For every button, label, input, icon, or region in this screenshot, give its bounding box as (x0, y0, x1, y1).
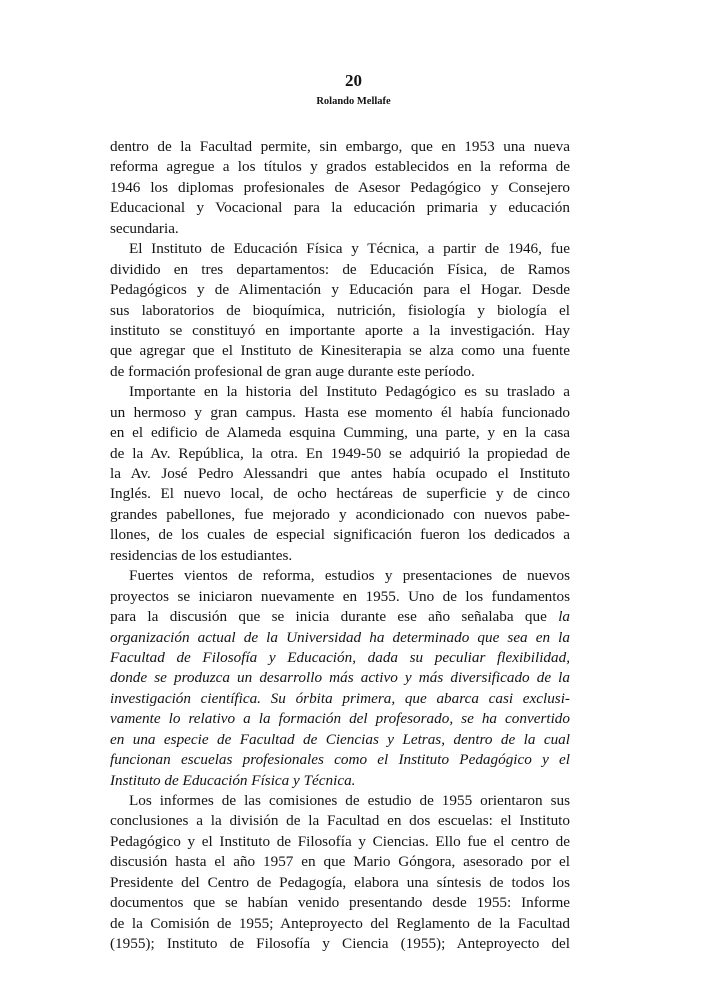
text-line: Fuertes vientos de reforma, estudios y presentaciones de nuevos (129, 567, 570, 585)
text-line: (1955); Instituto de Filosofía y Ciencia (1955); Anteproyecto del (110, 935, 570, 953)
text-line: sus laboratorios de bioquímica, nutrición, fisiología y biología el (110, 301, 570, 319)
text-line: documentos que se habían venido presentando desde 1955: Informe (110, 894, 570, 912)
text-line: que agregar que el Instituto de Kinesiterapia se alza como una fuente (110, 342, 570, 360)
text-line-italic: investigación científica. Su órbita primera, que abarca casi exclusi- (110, 689, 570, 707)
text-line: Educacional y Vocacional para la educación primaria y educación (110, 199, 570, 217)
text-line: Pedagógico y el Instituto de Filosofía y Ciencias. Ello fue el centro de (110, 832, 570, 850)
text-line: Inglés. El nuevo local, de ocho hectáreas de superficie y de cinco (110, 485, 570, 503)
page-number: 20 (345, 71, 362, 90)
text-line: proyectos se iniciaron nuevamente en 1955. Uno de los fundamentos (110, 587, 570, 605)
text-segment: para la discusión que se inicia durante ese año señalaba que (110, 608, 547, 626)
text-line-mixed (110, 607, 570, 627)
body-text (110, 137, 570, 955)
text-line-italic: funcionan escuelas profesionales como el Instituto Pedagógico y el (110, 751, 570, 769)
text-line: conclusiones a la división de la Facultad en dos escuelas: el Instituto (110, 812, 570, 830)
text-line: llones, de los cuales de especial significación fueron los dedicados a (110, 526, 570, 544)
text-line: un hermoso y gran campus. Hasta ese momento él había funcionado (110, 403, 570, 421)
page-header (0, 70, 707, 109)
text-line: 1946 los diplomas profesionales de Asesor Pedagógico y Consejero (110, 178, 570, 196)
text-line: Pedagógicos y de Alimentación y Educación para el Hogar. Desde (110, 281, 570, 299)
text-line: Presidente del Centro de Pedagogía, elabora una síntesis de todos los (110, 873, 570, 891)
text-line: instituto se constituyó en importante aporte a la investigación. Hay (110, 321, 570, 339)
text-line: secundaria. (110, 219, 179, 237)
text-line: la Av. José Pedro Alessandri que antes había ocupado el Instituto (110, 465, 570, 482)
text-line: Importante en la historia del Instituto Pedagógico es su traslado a (129, 383, 570, 401)
text-segment-italic: la (558, 608, 571, 626)
text-line: grandes pabellones, fue mejorado y acondicionado con nuevos pabe- (110, 505, 570, 523)
text-line-italic: Instituto de Educación Física y Técnica. (110, 771, 356, 789)
text-line-italic: donde se produzca un desarrollo más activo y más diversificado de la (110, 669, 570, 687)
text-line-italic: organización actual de la Universidad ha determinado que sea en la (110, 628, 570, 646)
text-line-italic: Facultad de Filosofía y Educación, dada su peculiar flexibilidad, (110, 648, 570, 666)
text-line-italic: en una especie de Facultad de Ciencias y Letras, dentro de la cual (110, 730, 570, 748)
text-line: de la Av. República, la otra. En 1949-50 se adquirió la propiedad de (110, 444, 570, 462)
text-line: en el edificio de Alameda esquina Cumming, una parte, y en la casa (110, 424, 570, 442)
text-line: residencias de los estudiantes. (110, 546, 293, 564)
text-line-italic: vamente lo relativo a la formación del profesorado, se ha convertido (110, 710, 570, 728)
text-line: reforma agregue a los títulos y grados establecidos en la reforma de (110, 158, 570, 176)
text-line: dentro de la Facultad permite, sin embargo, que en 1953 una nueva (110, 138, 570, 155)
text-line: discusión hasta el año 1957 en que Mario Góngora, asesorado por el (110, 853, 570, 871)
text-line: de la Comisión de 1955; Anteproyecto del Reglamento de la Facultad (110, 914, 570, 932)
text-line: El Instituto de Educación Física y Técnica, a partir de 1946, fue (129, 240, 570, 258)
text-line: dividido en tres departamentos: de Educación Física, de Ramos (110, 260, 570, 278)
running-head-author: Rolando Mellafe (316, 96, 391, 107)
text-line: de formación profesional de gran auge durante este período. (110, 362, 475, 380)
text-line: Los informes de las comisiones de estudio de 1955 orientaron sus (129, 792, 570, 809)
